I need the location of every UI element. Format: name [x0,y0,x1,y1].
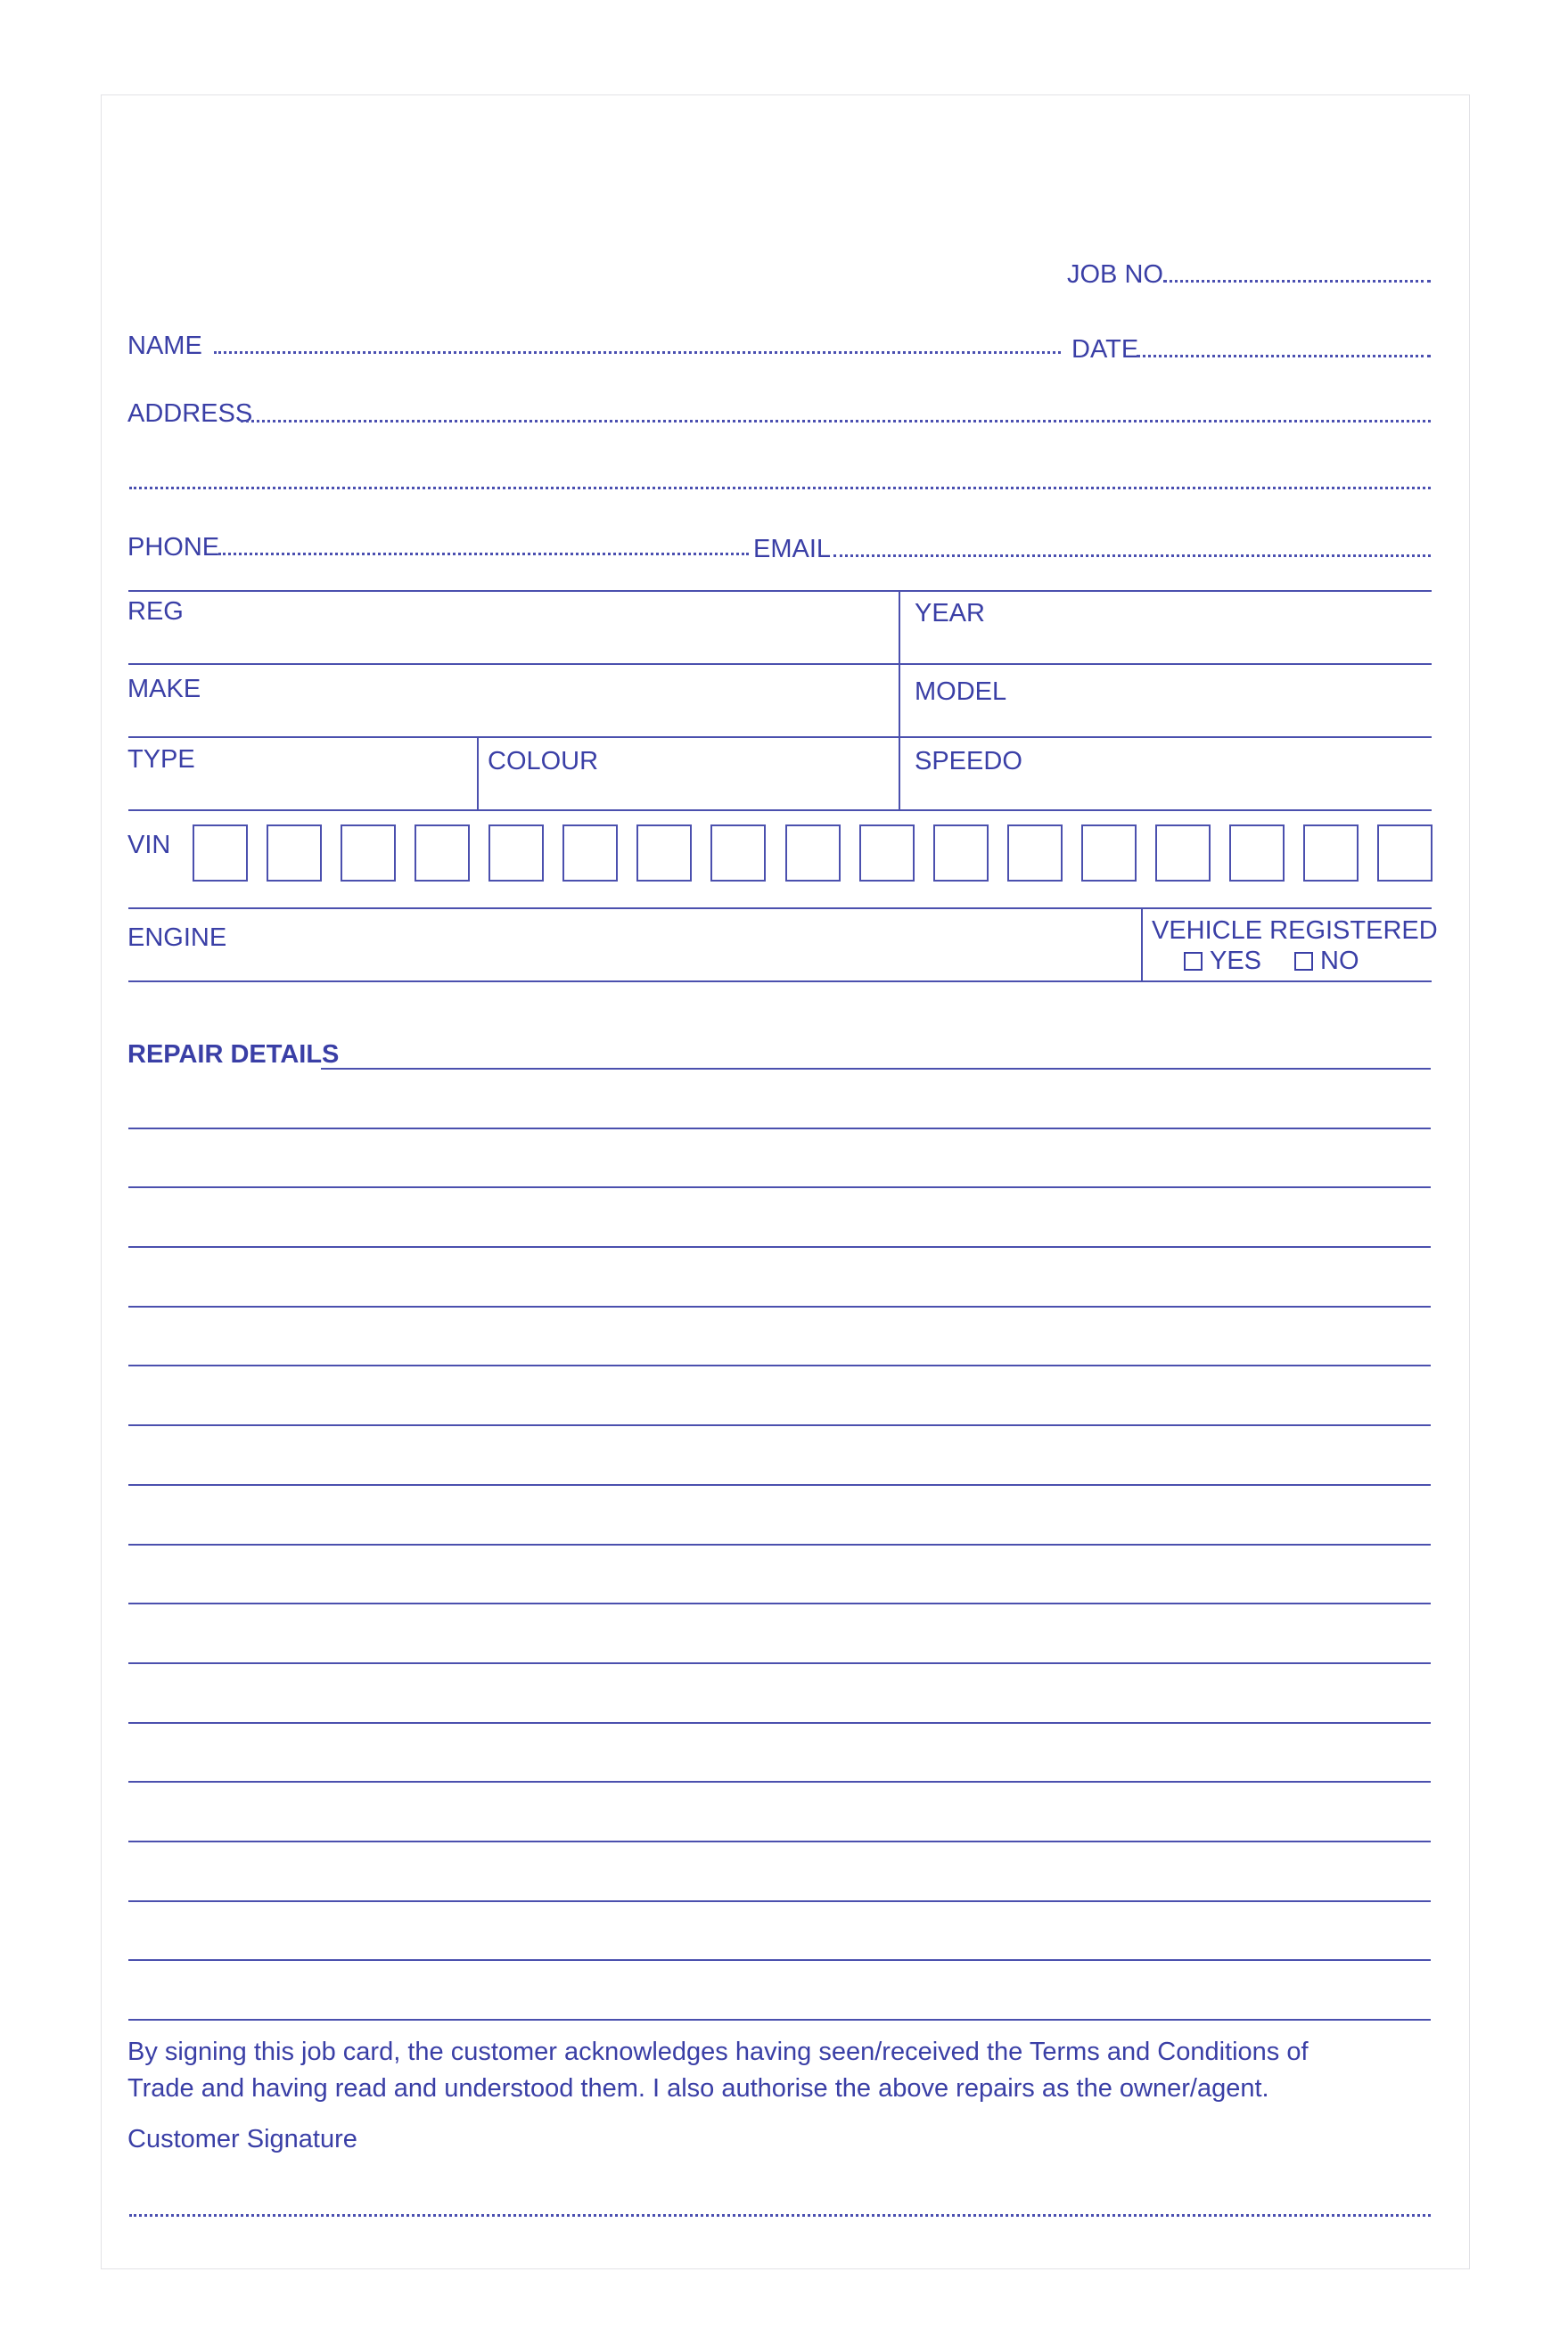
vin-char-box[interactable] [1229,824,1285,882]
vin-char-box[interactable] [193,824,248,882]
grid-line [128,590,1432,592]
repair-line[interactable] [128,1306,1431,1308]
address-label: ADDRESS [127,399,253,428]
colour-label: COLOUR [488,747,599,775]
name-field[interactable] [214,351,1061,354]
repair-line[interactable] [321,1068,1431,1070]
email-field[interactable] [833,554,1431,557]
grid-divider [899,590,900,809]
yes-checkbox[interactable] [1184,952,1203,971]
vin-char-box[interactable] [1007,824,1063,882]
terms-line-2: Trade and having read and understood them. I also authorise the above repairs as the owner/agent. [127,2074,1269,2103]
repair-line[interactable] [128,1662,1431,1664]
registered-no-option[interactable] [1294,947,1359,975]
grid-divider [477,736,479,809]
vin-char-box[interactable] [488,824,544,882]
address-field-line1[interactable] [241,420,1431,422]
repair-line[interactable] [128,1128,1431,1129]
repair-line[interactable] [128,1900,1431,1902]
grid-line [128,980,1432,982]
terms-line-1: By signing this job card, the customer acknowledges having seen/received the Terms and Conditions of [127,2038,1309,2066]
job-no-field[interactable] [1163,280,1431,283]
repair-line[interactable] [128,1246,1431,1248]
repair-line[interactable] [128,1424,1431,1426]
grid-line [128,736,1432,738]
job-no-label: JOB NO [1067,260,1163,289]
address-field-line2[interactable] [129,487,1431,489]
repair-line[interactable] [128,1484,1431,1486]
date-field[interactable] [1137,355,1431,357]
no-checkbox[interactable] [1294,952,1313,971]
yes-label: YES [1210,947,1262,975]
email-label: EMAIL [753,535,832,563]
vin-char-box[interactable] [1081,824,1137,882]
repair-line[interactable] [128,1603,1431,1604]
vin-char-box[interactable] [1377,824,1433,882]
repair-line[interactable] [128,1722,1431,1724]
vin-char-box[interactable] [1303,824,1359,882]
vehicle-registered-label: VEHICLE REGISTERED [1152,916,1438,945]
customer-signature-label: Customer Signature [127,2125,357,2153]
grid-line [128,809,1432,811]
make-label: MAKE [127,675,201,703]
model-label: MODEL [915,677,1007,706]
date-label: DATE [1071,335,1139,364]
repair-line[interactable] [128,1959,1431,1961]
repair-line[interactable] [128,1365,1431,1366]
repair-line[interactable] [128,1841,1431,1842]
reg-label: REG [127,597,184,626]
vin-char-box[interactable] [859,824,915,882]
vin-char-box[interactable] [415,824,470,882]
repair-line[interactable] [128,1544,1431,1546]
vin-char-box[interactable] [341,824,396,882]
vin-char-box[interactable] [933,824,989,882]
grid-line [128,907,1432,909]
vin-label: VIN [127,831,171,859]
engine-label: ENGINE [127,923,227,952]
customer-signature-field[interactable] [129,2214,1431,2217]
registered-yes-option[interactable] [1184,947,1261,975]
grid-line [128,663,1432,665]
terms-text [127,2034,1447,2107]
grid-divider [1141,907,1143,980]
repair-line[interactable] [128,1186,1431,1188]
year-label: YEAR [915,599,985,628]
vin-char-box[interactable] [562,824,618,882]
repair-details-title: REPAIR DETAILS [127,1040,340,1069]
phone-field[interactable] [218,553,749,555]
no-label: NO [1320,947,1359,975]
vin-char-box[interactable] [636,824,692,882]
vin-char-box[interactable] [710,824,766,882]
type-label: TYPE [127,745,195,774]
vin-char-box[interactable] [1155,824,1211,882]
repair-line[interactable] [128,1781,1431,1783]
vin-char-box[interactable] [785,824,841,882]
vin-char-box[interactable] [267,824,322,882]
name-label: NAME [127,332,202,360]
phone-label: PHONE [127,533,220,562]
speedo-label: SPEEDO [915,747,1022,775]
repair-line[interactable] [128,2019,1431,2021]
